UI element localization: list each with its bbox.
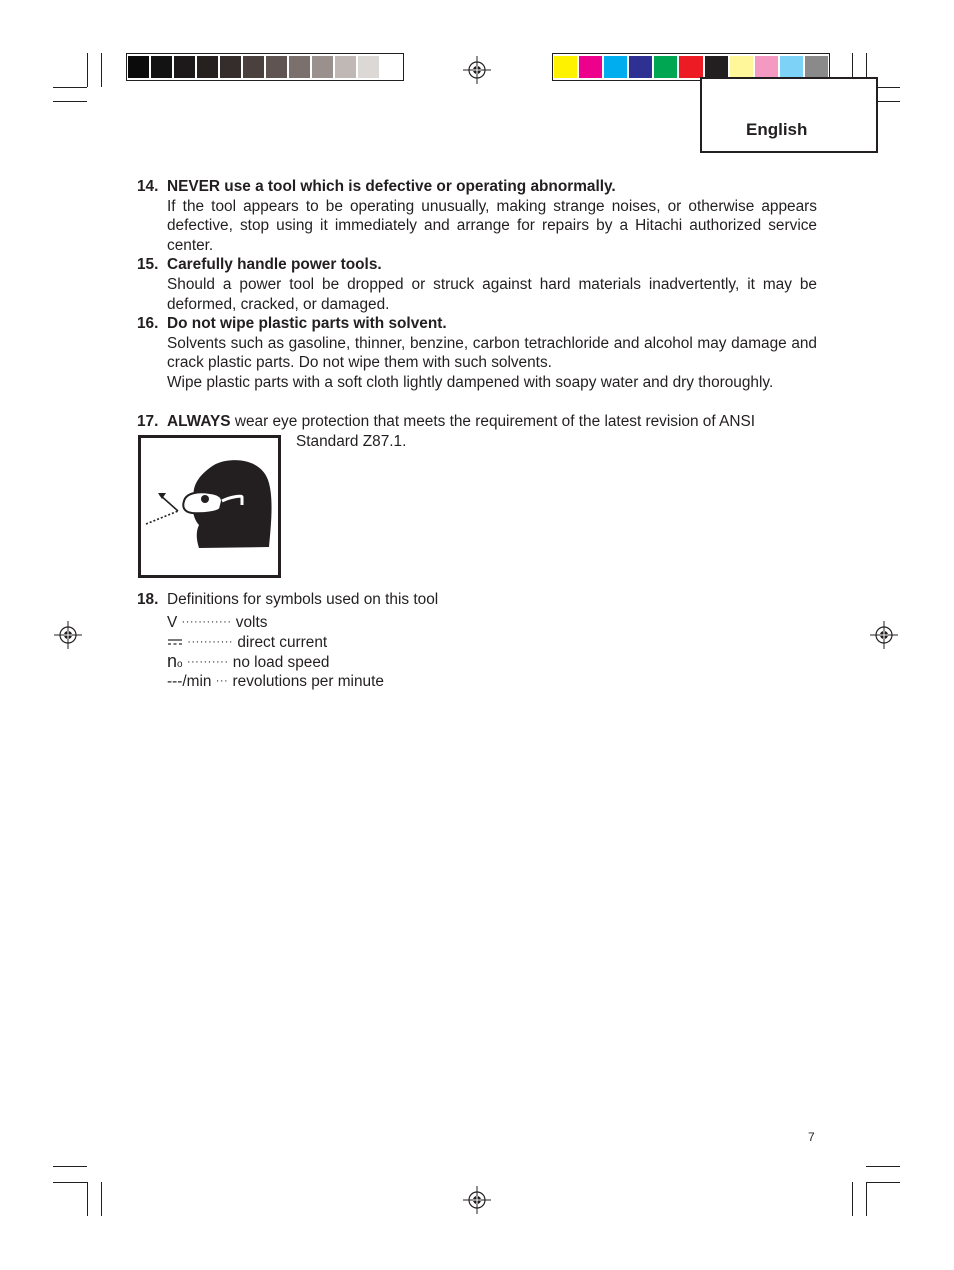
grayscale-calibration-bar [126, 53, 404, 81]
color-swatch [128, 56, 149, 78]
item-body: Wipe plastic parts with a soft cloth lightly dampened with soapy water and dry thoroughly. [167, 374, 774, 391]
dot-leader: ·········· [186, 656, 229, 668]
dot-leader: ··· [215, 675, 229, 687]
color-swatch [604, 56, 627, 78]
symbol-meaning: no load speed [232, 654, 330, 671]
color-swatch [554, 56, 577, 78]
item-body: Solvents such as gasoline, thinner, benzine, carbon tetrachloride and alcohol may damage and crack plastic parts. Do not wipe them with such solvents. [167, 334, 817, 372]
color-swatch [780, 56, 803, 78]
page-number: 7 [808, 1130, 815, 1144]
color-swatch [730, 56, 753, 78]
symbol-row [167, 633, 327, 653]
symbol-meaning: direct current [237, 633, 328, 651]
symbol-no-load-speed: n [167, 651, 178, 671]
item-number: 15. [137, 256, 159, 274]
color-swatch [220, 56, 241, 78]
item-heading: NEVER use a tool which is defective or operating abnormally. [167, 178, 616, 195]
direct-current-icon [167, 636, 183, 648]
color-swatch [629, 56, 652, 78]
color-swatch [197, 56, 218, 78]
dot-leader: ··········· [187, 635, 234, 648]
color-swatch [654, 56, 677, 78]
item-text [167, 412, 817, 432]
registration-mark-icon [463, 1186, 491, 1214]
color-swatch [335, 56, 356, 78]
item-heading: Do not wipe plastic parts with solvent. [167, 315, 447, 333]
color-swatch [151, 56, 172, 78]
color-swatch [312, 56, 333, 78]
symbol-per-minute: ---/min [167, 673, 212, 690]
item-text-continued: Standard Z87.1. [296, 432, 407, 450]
color-swatch [243, 56, 264, 78]
color-swatch [755, 56, 778, 78]
language-label: English [746, 120, 808, 139]
eye-protection-icon [138, 435, 281, 578]
item-heading: Carefully handle power tools. [167, 256, 382, 274]
color-swatch [705, 56, 728, 78]
registration-mark-icon [463, 56, 491, 84]
item-body: Should a power tool be dropped or struck against hard materials inadvertently, it may be deformed, cracked, or damaged. [167, 276, 817, 313]
color-swatch [174, 56, 195, 78]
item-number: 17. [137, 413, 159, 431]
item-number: 14. [137, 178, 159, 195]
registration-mark-icon [54, 621, 82, 649]
item-number: 18. [137, 590, 159, 608]
color-swatch [805, 56, 828, 78]
dot-leader: ············ [181, 615, 232, 628]
color-swatch [579, 56, 602, 78]
color-swatch [266, 56, 287, 78]
symbol-subscript: o [177, 659, 183, 670]
symbol-row [167, 613, 267, 633]
symbol-meaning: volts [235, 613, 268, 631]
color-swatch [381, 56, 402, 78]
item-body: If the tool appears to be operating unusually, making strange noises, or otherwise appears defective, stop using it immediately and arrange for repairs by a Hitachi authorized service center. [167, 197, 817, 254]
color-swatch [289, 56, 310, 78]
registration-mark-icon [870, 621, 898, 649]
item-number: 16. [137, 315, 159, 333]
language-tab [700, 77, 878, 153]
symbol-row [167, 672, 384, 692]
item-lead: ALWAYS [167, 413, 231, 431]
color-swatch [679, 56, 702, 78]
color-swatch [358, 56, 379, 78]
item-text: Definitions for symbols used on this tool [167, 590, 439, 608]
item-text-main: wear eye protection that meets the requirement of the latest revision of ANSI [234, 413, 755, 431]
symbol-meaning: revolutions per minute [232, 673, 384, 690]
symbol-volts: V [167, 613, 178, 631]
